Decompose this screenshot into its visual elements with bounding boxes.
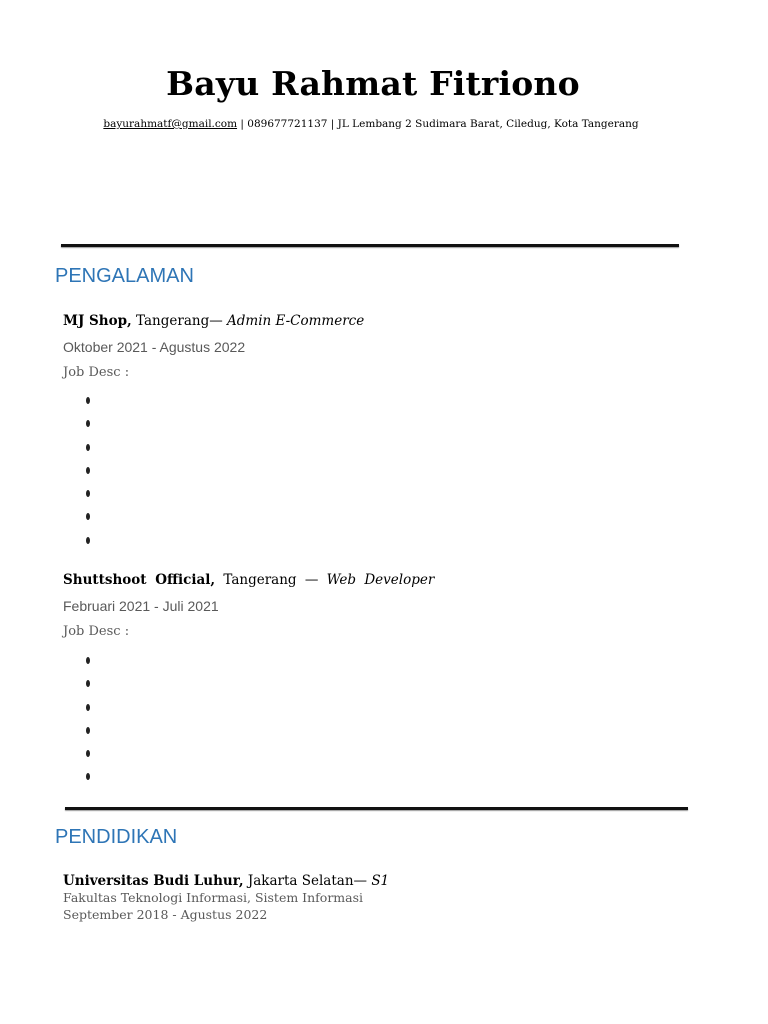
job-company: Shuttshoot Official, xyxy=(63,572,216,588)
job-role: Web Developer xyxy=(326,572,435,588)
education-school: Universitas Budi Luhur, xyxy=(63,873,244,889)
contact-details: | 089677721137 | JL Lembang 2 Sudimara Barat, Ciledug, Kota Tangerang xyxy=(237,118,639,130)
education-period: September 2018 - Agustus 2022 xyxy=(63,907,268,922)
job-heading xyxy=(63,313,364,329)
education-heading xyxy=(63,873,389,889)
contact-line xyxy=(0,118,742,130)
section-divider xyxy=(65,807,688,810)
job-location: Tangerang— xyxy=(131,313,228,329)
job-role: Admin E-Commerce xyxy=(227,313,365,329)
job-desc-label: Job Desc : xyxy=(63,365,130,380)
education-location: Jakarta Selatan— xyxy=(243,873,372,889)
job-period: Februari 2021 - Juli 2021 xyxy=(63,598,219,614)
education-faculty: Fakultas Teknologi Informasi, Sistem Informasi xyxy=(63,890,364,905)
experience-section-title: PENGALAMAN xyxy=(55,265,194,287)
education-section-title: PENDIDIKAN xyxy=(55,826,178,848)
job-location: Tangerang — xyxy=(215,572,327,588)
job-period: Oktober 2021 - Agustus 2022 xyxy=(63,339,246,355)
education-degree: S1 xyxy=(371,873,390,889)
job-heading xyxy=(63,572,434,588)
section-divider xyxy=(61,244,679,247)
candidate-name: Bayu Rahmat Fitriono xyxy=(166,64,580,103)
job-desc-label: Job Desc : xyxy=(63,624,130,639)
email-link[interactable]: bayurahmatf@gmail.com xyxy=(103,118,238,130)
job-company: MJ Shop, xyxy=(63,313,132,329)
